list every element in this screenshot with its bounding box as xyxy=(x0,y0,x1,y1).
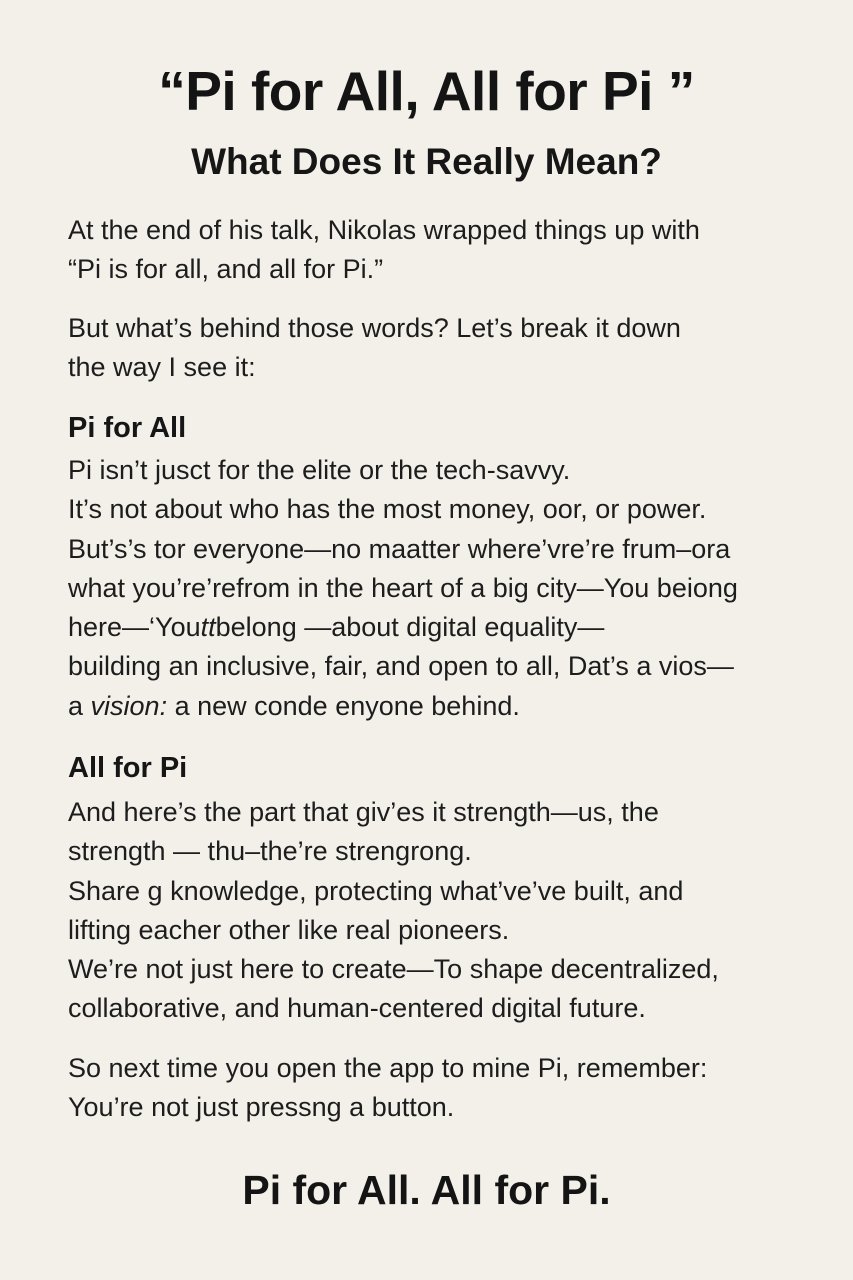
outro-paragraph xyxy=(68,1050,828,1128)
pi-for-all-paragraph xyxy=(68,452,828,727)
body-line-part: a new conde enyone behind. xyxy=(167,690,520,721)
outro-line: So next time you open the app to mine Pi, remember: xyxy=(68,1053,708,1083)
body-line: what you’re’refrom in the heart of a big city—You beiong xyxy=(68,572,738,603)
outro-line: You’re not just pressng a button. xyxy=(68,1092,455,1122)
body-line: strength — thu–the’re strengrong. xyxy=(68,836,472,867)
body-line: lifting eacher other like real pioneers. xyxy=(68,914,510,945)
section-heading-pi-for-all: Pi for All xyxy=(68,412,187,444)
body-line: And here’s the part that giv’es it strength—us, the xyxy=(68,797,659,827)
body-line xyxy=(68,688,828,727)
body-line-part: belong —about digital equality— xyxy=(215,612,605,643)
body-line: collaborative, and human-centered digital future. xyxy=(68,993,646,1024)
italic-fragment: tt xyxy=(200,612,216,643)
question-line: the way I see it: xyxy=(68,352,256,382)
body-line: Share g knowledge, protecting what’ve’ve built, and xyxy=(68,875,684,906)
all-for-pi-paragraph xyxy=(68,794,828,1030)
section-heading-all-for-pi: All for Pi xyxy=(68,752,188,784)
body-line: But’s’s tor everyone—no maatter where’vre’re frum–ora xyxy=(68,533,731,564)
italic-fragment: vision: xyxy=(90,690,168,721)
question-line: But what’s behind those words? Let’s break it down xyxy=(68,313,681,343)
intro-paragraph xyxy=(68,212,828,290)
intro-line: “Pi is for all, and all for Pi.” xyxy=(68,254,384,284)
body-line-part: a xyxy=(68,690,84,721)
body-line-part: here—‘You xyxy=(68,612,201,643)
page-title: “Pi for All, All for Pi ” xyxy=(158,60,695,122)
closing-slogan: Pi for All. All for Pi. xyxy=(242,1167,611,1213)
body-line: Pi isn’t jusct for the elite or the tech-savvy. xyxy=(68,455,571,485)
body-line xyxy=(68,609,828,648)
body-line: building an inclusive, fair, and open to all, Dat’s a vios— xyxy=(68,651,734,682)
body-line: We’re not just here to create—To shape decentralized, xyxy=(68,954,719,985)
body-line: It’s not about who has the most money, oor, or power. xyxy=(68,494,707,525)
page-subtitle: What Does It Really Mean? xyxy=(191,141,662,182)
question-paragraph xyxy=(68,310,828,388)
intro-line: At the end of his talk, Nikolas wrapped things up with xyxy=(68,215,700,245)
